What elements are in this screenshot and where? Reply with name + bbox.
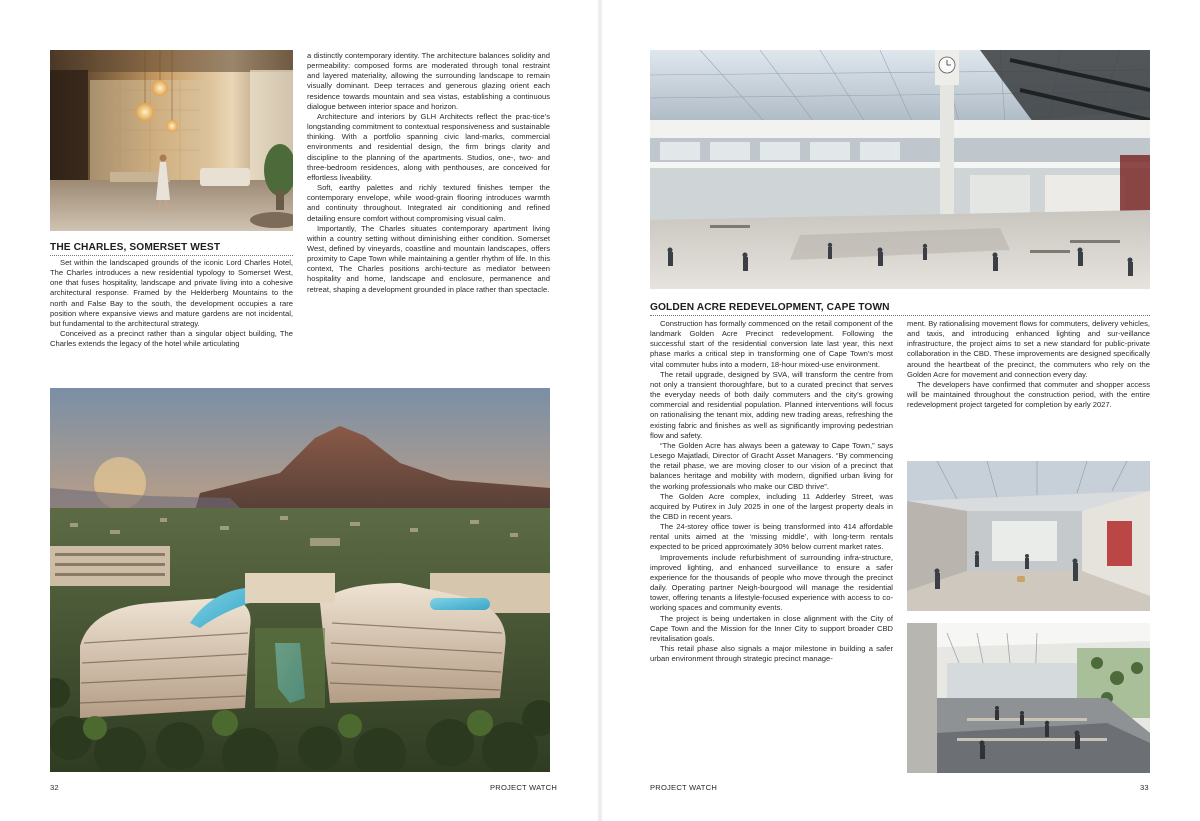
charles-paragraph: a distinctly contemporary identity. The architecture balances solidity and permeability: composed forms are moderated through tonal restraint and layered materiality, allowing the surrounding landscape to remain visually dominant. Deep terraces and generous glazing orient each residence towards mountain and sea vistas, establishing a continuous dialogue between interior space and horizon. bbox=[307, 51, 550, 111]
golden-acre-corridor-photo bbox=[907, 461, 1150, 611]
charles-paragraph: Soft, earthy palettes and richly textured finishes temper the contemporary envelope, while wood-grain flooring introduces warmth and continuity throughout. Integrated air conditioning and refined detailing ensure comfort without compromising visual calm. bbox=[307, 183, 550, 223]
right-page-number: 33 bbox=[1140, 783, 1149, 792]
charles-paragraph: Architecture and interiors by GLH Architects reflect the prac-tice’s longstanding commitment to contextual responsiveness and sustainable thinking. With a portfolio spanning civic land-marks, commercial environments and residential design, the firm brings clarity and discipline to the planning of the apartments. Studios, one-, two- and three-bedroom residences, along with penthouses, are conceived for effortless liveability. bbox=[307, 111, 550, 182]
charles-paragraph: Importantly, The Charles situates contemporary apartment living within a country setting without diminishing either condition. Somerset West, defined by vineyards, coastline and mountain landscapes, offers proximity to Cape Town while maintaining a gentler rhythm of life. In this context, The Charles positions archi-tecture as mediator between hospitality and home, landscape and enclosure, permanence and retreat, shaping a development grounded in place rather than spectacle. bbox=[307, 223, 550, 294]
golden-acre-column-2 bbox=[907, 319, 1150, 410]
charles-column-1 bbox=[50, 258, 293, 349]
golden-acre-paragraph: “The Golden Acre has always been a gateway to Cape Town,” says Lesego Majatladi, Director of Gracht Asset Managers. “By commencing the retail phase, we are moving closer to our vision of a precinct that balances heritage and mobility with modern, dignified urban living for the working professionals who make our CBD thrive”. bbox=[650, 440, 893, 491]
golden-acre-paragraph: The 24-storey office tower is being transformed into 414 affordable rental units aimed at the ‘missing middle’, with long-term rentals expected to be priced approximately 30% below current market rates. bbox=[650, 522, 893, 552]
golden-acre-paragraph: The developers have confirmed that commuter and shopper access will be maintained throughout the construction period, with the entire redevelopment project targeted for completion by early 2027. bbox=[907, 379, 1150, 410]
golden-acre-paragraph: The project is being undertaken in close alignment with the City of Cape Town and the Mission for the Inner City to support broader CBD revitalisation goals. bbox=[650, 613, 893, 643]
golden-acre-paragraph: The Golden Acre complex, including 11 Adderley Street, was acquired by Putirex in July 2025 in one of the largest property deals in the CBD in recent years. bbox=[650, 491, 893, 521]
golden-acre-concourse-photo bbox=[907, 623, 1150, 773]
right-running-footer: PROJECT WATCH bbox=[650, 783, 718, 792]
golden-acre-paragraph: ment. By rationalising movement flows for commuters, delivery vehicles, and taxis, and introducing enhanced lighting and sur-veillance infrastructure, the project aims to set a new standard for public-private collaboration in the CBD. These improvements are designed specifically around the heartbeat of the precinct, the commuters who rely on the Golden Acre for movement and connection every day. bbox=[907, 319, 1150, 379]
charles-column-2 bbox=[307, 51, 550, 295]
charles-heading: THE CHARLES, SOMERSET WEST bbox=[50, 242, 293, 256]
golden-acre-column-1 bbox=[650, 319, 893, 664]
charles-paragraph: Conceived as a precinct rather than a singular object building, The Charles extends the legacy of the hotel while articulating bbox=[50, 329, 293, 349]
page-gutter bbox=[597, 0, 603, 821]
golden-acre-atrium-photo bbox=[650, 50, 1150, 289]
golden-acre-paragraph: Construction has formally commenced on the retail component of the landmark Golden Acre Precinct redevelopment. Following the successful start of the residential conversion late last year, this next phase marks a critical step in transforming one of Cape Town’s most vital commuter hubs into a modern, 18-hour mixed-use environment. bbox=[650, 319, 893, 369]
left-running-footer: PROJECT WATCH bbox=[490, 783, 558, 792]
golden-acre-paragraph: Improvements include refurbishment of surrounding infra-structure, improved lighting, and enhanced surveillance to ensure a safer experience for the thousands of people who move through the precinct daily. Operating partner Neigh-bourgood will manage the residential tower, offering tenants a lifestyle-focused experience with access to co-working spaces and community events. bbox=[650, 552, 893, 613]
golden-acre-paragraph: This retail phase also signals a major milestone in building a safer urban environment through strategic precinct manage- bbox=[650, 644, 893, 664]
golden-acre-heading: GOLDEN ACRE REDEVELOPMENT, CAPE TOWN bbox=[650, 302, 1150, 316]
charles-paragraph: Set within the landscaped grounds of the iconic Lord Charles Hotel, The Charles introduces a new residential typology to Somerset West, one that fuses hospitality, landscape and private living into a cohesive architectural response. Framed by the Helderberg Mountains to the north and False Bay to the south, the development occupies a rare position where expansive views and mature gardens are not incidental, but fundamental to the architectural strategy. bbox=[50, 258, 293, 328]
charles-aerial-photo bbox=[50, 388, 550, 772]
charles-interior-photo bbox=[50, 50, 293, 231]
golden-acre-paragraph: The retail upgrade, designed by SVA, will transform the centre from not only a transient thoroughfare, but to a curated precinct that serves the everyday needs of both daily commuters and the city’s growing commercial and residential population. Planned interventions will focus on rationalising the tenant mix, adding new trading areas, refreshing the existing fabric and finishes as well as significantly improving pedestrian flow and safety. bbox=[650, 369, 893, 440]
left-page-number: 32 bbox=[50, 783, 59, 792]
